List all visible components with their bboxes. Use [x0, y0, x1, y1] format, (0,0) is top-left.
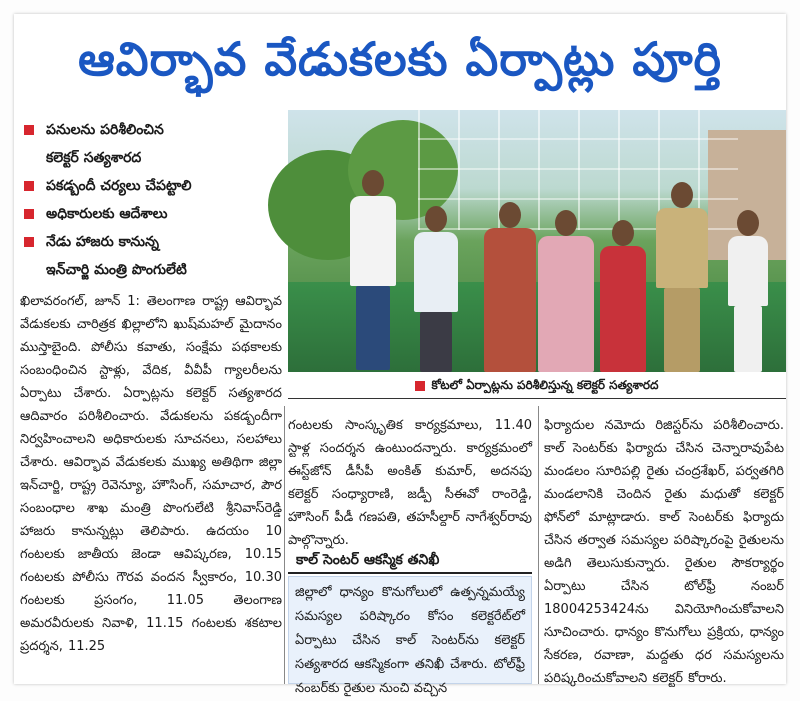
news-clipping — [14, 14, 786, 696]
boxed-article — [288, 576, 532, 696]
highlight-item — [20, 116, 280, 172]
article-column-2 — [288, 414, 532, 552]
article-column-1 — [20, 290, 282, 658]
photo-caption — [288, 372, 786, 399]
subheading: కాల్ సెంటర్ ఆకస్మిక తనిఖీ — [288, 546, 532, 574]
column-divider — [538, 406, 539, 684]
boxed-article-text: జిల్లాలో ధాన్యం కొనుగోలులో ఉత్పన్నమయ్యే సమస్యల పరిష్కారం కోసం కలెక్టరేట్‌లో ఏర్పాటు చేసిన కాల్ సెంటర్‌ను కలెక్టర్ సత్యశారద ఆకస్మికంగా తనిఖీ చేశారు. టోల్‌ఫ్రీ నంబర్‌కు రైతుల నుంచి వచ్చిన — [295, 585, 525, 696]
photo-caption-text: కోటలో ఏర్పాట్లను పరిశీలిస్తున్న కలెక్టర్ సత్యశారద — [431, 378, 659, 392]
highlight-item — [20, 172, 280, 200]
article-paragraph: ఖిలావరంగల్, జూన్ 1: తెలంగాణ రాష్ట్ర ఆవిర్భావ వేడుకలకు చారిత్రక ఖిల్లాలోని ఖుష్‌మహల్ మైదానం ముస్తాబైంది. పోలీసు కవాతు, సంక్షేమ పథకాలకు సంబంధించిన స్టాళ్లు, వేదిక, వీవీపీ గ్యాలరీలను ఏర్పాటు చేశారు. ఏర్పాట్లను కలెక్టర్ సత్యశారద ఆదివారం పరిశీలించారు. వేడుకలను పకడ్బందీగా నిర్వహించాలని అధికారులకు సూచనలు, సలహాలు చేశారు. ఆవిర్భావ వేడుకలకు ముఖ్య అతిథిగా జిల్లా ఇన్‌చార్జి, రాష్ట్ర రెవెన్యూ, హౌసింగ్, సమాచార, పౌర సంబంధాల శాఖ మంత్రి పొంగులేటి శ్రీనివాస్‌రెడ్డి హాజరు కానున్నట్లు తెలిపారు. ఉదయం 10 గంటలకు జాతీయ జెండా ఆవిష్కరణ, 10.15 గంటలకు పోలీసు గౌరవ వందన స్వీకారం, 10.30 గంటలకు ప్రసంగం, 11.05 తెలంగాణ అమరవీరులకు నివాళి, 11.15 గంటలకు శకటాల ప్రదర్శన, 11.25 — [20, 294, 282, 654]
highlights-list — [20, 116, 280, 284]
highlight-text: కలెక్టర్ సత్యశారద — [46, 150, 142, 166]
bullet-square-icon — [24, 209, 34, 219]
highlight-text: పనులను పరిశీలించిన — [46, 122, 164, 138]
article-paragraph: గంటలకు సాంస్కృతిక కార్యక్రమాలు, 11.40 స్టాళ్ల సందర్శన ఉంటుందన్నారు. కార్యక్రమంలో ఈస్ట్‌జోన్ డీసీపీ అంకిత్‌ కుమార్, అదనపు కలెక్టర్ సంధ్యారాణి, జడ్పీ సీఈవో రాంరెడ్డి, హౌసింగ్ పీడీ గణపతి, తహసీల్దార్ నాగేశ్వర్‌రావు పాల్గొన్నారు. — [288, 418, 532, 548]
bullet-square-icon — [24, 237, 34, 247]
highlight-item — [20, 228, 280, 284]
caption-marker-icon — [415, 381, 425, 391]
highlight-item — [20, 200, 280, 228]
bullet-square-icon — [24, 181, 34, 191]
highlight-text: ఇన్‌చార్జి మంత్రి పొంగులేటి — [46, 262, 187, 278]
article-column-3 — [544, 414, 784, 690]
news-photo — [288, 110, 786, 372]
highlight-text: అధికారులకు ఆదేశాలు — [46, 206, 168, 222]
column-divider — [284, 406, 285, 684]
headline: ఆవిర్భావ వేడుకలకు ఏర్పాట్లు పూర్తి — [78, 32, 722, 86]
bullet-square-icon — [24, 125, 34, 135]
article-paragraph: ఫిర్యాదుల నమోదు రిజిస్టర్‌ను పరిశీలించారు. కాల్ సెంటర్‌కు ఫిర్యాదు చేసిన చెన్నారావుపేట మండలం సూరిపల్లి రైతు చంద్రశేఖర్, పర్వతగిరి మండలానికి చెందిన రైతు మధుతో కలెక్టర్ ఫోన్‌లో మాట్లాడారు. కాల్ సెంటర్‌కు ఫిర్యాదు చేసిన తర్వాత సమస్యల పరిష్కారంపై రైతులను అడిగి తెలుసుకున్నారు. రైతుల సౌకర్యార్థం ఏర్పాటు చేసిన టోల్‌ఫ్రీ నంబర్ 18004253424ను వినియోగించుకోవాలని సూచించారు. ధాన్యం కొనుగోలు ప్రక్రియ, ధాన్యం సేకరణ, రవాణా, మద్దతు ధర సమస్యలను పరిష్కరించుకోవాలని కలెక్టర్ కోరారు. — [544, 418, 784, 686]
highlight-text: పకడ్బందీ చర్యలు చేపట్టాలి — [46, 178, 192, 194]
highlight-text: నేడు హాజరు కానున్న — [46, 234, 159, 250]
